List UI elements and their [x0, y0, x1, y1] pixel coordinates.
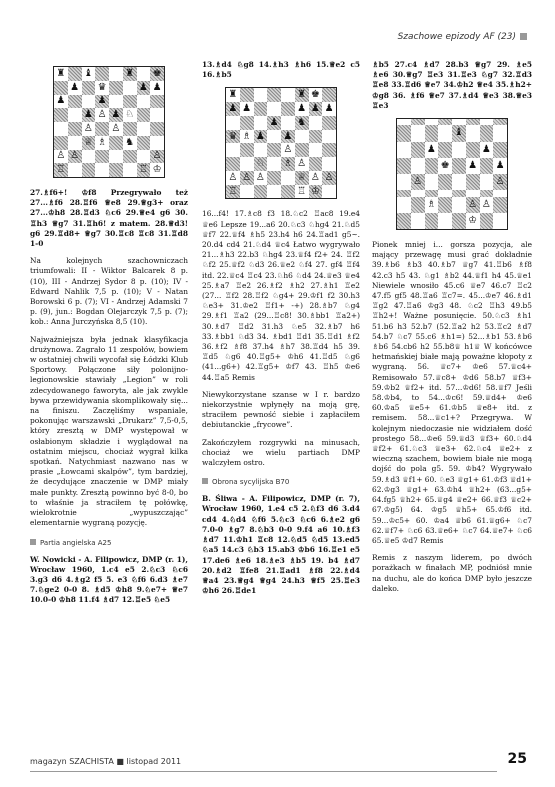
board-square	[322, 143, 336, 157]
board-square	[397, 174, 411, 190]
board-square	[68, 108, 82, 122]
black-rook-icon: ♜	[228, 89, 238, 101]
black-pawn-icon: ♟	[468, 159, 478, 171]
black-pawn-icon: ♟	[111, 109, 121, 121]
board-square	[150, 150, 164, 164]
board-square	[95, 150, 109, 164]
board-square	[137, 67, 151, 81]
white-bishop-icon: ♗	[97, 136, 107, 148]
board-square	[82, 122, 96, 136]
board-square	[438, 142, 452, 158]
board-square	[54, 163, 68, 177]
board-square	[397, 197, 411, 213]
black-pawn-icon: ♟	[242, 103, 252, 115]
board-square	[466, 142, 480, 158]
board-square	[123, 150, 137, 164]
board-square	[254, 116, 268, 130]
board-square	[95, 95, 109, 109]
board-square	[411, 142, 425, 158]
black-pawn-icon: ♟	[426, 143, 436, 155]
board-square	[425, 213, 439, 229]
board-square	[281, 185, 295, 199]
board-square	[322, 157, 336, 171]
white-rook-icon: ♖	[228, 185, 238, 197]
board-square	[95, 163, 109, 177]
board-square	[480, 197, 494, 213]
board-square	[240, 185, 254, 199]
board-square	[493, 142, 507, 158]
black-pawn-icon: ♟	[83, 109, 93, 121]
board-square	[54, 67, 68, 81]
black-pawn-icon: ♟	[70, 81, 80, 93]
board-square	[254, 102, 268, 116]
board-square	[295, 143, 309, 157]
white-pawn-icon: ♙	[152, 150, 162, 162]
white-king-icon: ♔	[310, 185, 320, 197]
black-rook-icon: ♜	[297, 89, 307, 101]
board-square	[493, 213, 507, 229]
board-square	[137, 150, 151, 164]
board-square	[240, 171, 254, 185]
column-3	[372, 60, 532, 601]
board-square	[54, 150, 68, 164]
board-square	[68, 163, 82, 177]
white-queen-icon: ♕	[297, 171, 307, 183]
column-2	[202, 60, 360, 603]
board-square	[425, 158, 439, 174]
board-square	[54, 81, 68, 95]
board-square	[82, 136, 96, 150]
board-square	[452, 142, 466, 158]
board-square	[480, 174, 494, 190]
board-square	[267, 157, 281, 171]
board-square	[309, 102, 323, 116]
board-square	[137, 163, 151, 177]
board-square	[267, 102, 281, 116]
board-square	[411, 197, 425, 213]
white-rook-icon: ♖	[138, 164, 148, 176]
board-square	[254, 130, 268, 144]
board-square	[438, 158, 452, 174]
board-square	[150, 136, 164, 150]
board-square	[137, 122, 151, 136]
board-square	[109, 163, 123, 177]
board-square	[493, 125, 507, 141]
board-square	[226, 171, 240, 185]
board-square	[150, 81, 164, 95]
moves-continuation: 13.♗d4 ♘g8 14.♗h3 ♗h6 15.♕e2 c5 16.♗b5	[202, 60, 360, 80]
board-square	[254, 157, 268, 171]
board-square	[397, 213, 411, 229]
white-bishop-icon: ♗	[426, 198, 436, 210]
white-pawn-icon: ♙	[413, 176, 423, 188]
board-square	[411, 125, 425, 141]
board-square	[150, 95, 164, 109]
board-square	[480, 142, 494, 158]
black-pawn-icon: ♟	[269, 116, 279, 128]
board-square	[452, 125, 466, 141]
board-square	[240, 143, 254, 157]
board-square	[281, 88, 295, 102]
white-knight-icon: ♘	[255, 158, 265, 170]
opening-label: Partia angielska A25	[30, 539, 188, 547]
board-square	[150, 163, 164, 177]
board-square	[309, 143, 323, 157]
white-pawn-icon: ♙	[481, 198, 491, 210]
black-pawn-icon: ♟	[97, 95, 107, 107]
black-rook-icon: ♜	[125, 67, 135, 79]
section-square-icon	[30, 539, 36, 545]
board-square	[82, 108, 96, 122]
white-pawn-icon: ♙	[83, 122, 93, 134]
board-square	[82, 67, 96, 81]
board-square	[322, 130, 336, 144]
white-king-icon: ♔	[468, 214, 478, 226]
moves-continuation: ♗b5 27.c4 ♗d7 28.b3 ♕g7 29. ♗e5 ♗e6 30.♕g7 ♖e3 31.♖e3 ♘g7 32.♖d3 ♖e8 33.♖d6 ♕e7 34.♔h2 ♕e4 35.♗h2+ ♔g8 36. ♗f6 ♕e7 37.♗d4 ♕e3 38.♕e3 ♖e3	[372, 60, 532, 110]
white-pawn-icon: ♙	[310, 171, 320, 183]
black-king-icon: ♚	[152, 67, 162, 79]
white-pawn-icon: ♙	[70, 150, 80, 162]
board-square	[281, 143, 295, 157]
white-pawn-icon: ♙	[324, 171, 334, 183]
black-queen-icon: ♛	[97, 81, 107, 93]
board-square	[226, 116, 240, 130]
board-square	[452, 213, 466, 229]
board-square	[68, 122, 82, 136]
board-square	[226, 102, 240, 116]
board-square	[150, 108, 164, 122]
board-square	[240, 157, 254, 171]
game-header: W. Nowicki - A. Filipowicz, DMP (r. 1), Wrocław 1960, 1.c4 e5 2.♘c3 ♘c6 3.g3 d6 4.♗g2 f5 5. e3 ♘f6 6.d3 ♗e7 7.♘ge2 0-0 8. ♗d5 ♔h8 9.♘e7+ ♕e7 10.0-0 ♔h8 11.f4 ♗d7 12.♖e5 ♘e5	[30, 554, 188, 605]
black-rook-icon: ♜	[56, 67, 66, 79]
board-square	[54, 108, 68, 122]
board-square	[68, 67, 82, 81]
chess-diagram-2	[225, 87, 337, 199]
board-square	[123, 108, 137, 122]
board-square	[295, 171, 309, 185]
black-bishop-icon: ♝	[83, 67, 93, 79]
board-square	[82, 150, 96, 164]
board-square	[123, 122, 137, 136]
board-square	[452, 158, 466, 174]
board-square	[493, 158, 507, 174]
column-1	[30, 60, 188, 613]
board-square	[466, 213, 480, 229]
white-pawn-icon: ♙	[56, 150, 66, 162]
paragraph-finish: Zakończyłem rozgrywki na minusach, chociaż we wielu partiach DMP walczyłem ostro.	[202, 437, 360, 468]
board-square	[309, 185, 323, 199]
white-pawn-icon: ♙	[495, 176, 505, 188]
board-square	[254, 143, 268, 157]
board-square	[411, 174, 425, 190]
board-square	[281, 130, 295, 144]
header-square-icon	[520, 33, 527, 40]
board-square	[452, 174, 466, 190]
game-annotation: Pionek mniej i... gorsza pozycja, ale mający przewagę musi grać dokładnie 39.♗b6 ♗b3 40.♗b7 ♕g7 41.♖b6 ♗f8 42.c3 h5 43. ♘g1 ♗b2 44.♕f1 h4 45.♕e1 Niewiele wnosiło 45.c6 ♕e7 46.c7 ♖c2 47.f5 gf5 48.♖a6 ♖c7=. 45...♔e7 46.♗d1 ♖g2 47.♖a6 ♔g3 48. ♘c2 ♖h3 49.b5 ♖h2+! Ważne posunięcie. 50.♘c3 ♗h1 51.b6 h3 52.b7 (52.♖a2 h2 53.♖c2 ♗d7 54.b7 ♘c7 55.c6 ♗h1=) 52...♗b1 53.♗b6 ♗b6 54.cb6 h2 55.b8♕ h1♕ W końcówce hetmańskiej białe mają poważne kłopoty z wygraną. 56. ♕c7+ ♔e6 57.♕c4+ Remisowało 57.♕c8+ ♔d6 58.b7 ♕f3+ 59.♔b2 ♕f2+ itd. 57...♔d6! 58.♕f7 Jeśli 58.♔b4, to 54...♔c6! 59.♕d4+ ♔e6 60.♔a5 ♕e5+ 61.♔b5 ♕e8+ itd. z remisem. 58...♕c1+? Przegrywa. W kolejnym niedoczasie nie widziałem dość prostego 58...♔e6 59.♕d3 ♕f3+ 60.♘d4 ♕f2+ 61.♘c3 ♕e3+ 62.♘c4 ♕e2+ z wieczną szachem, bowiem białe nie mogą dojść do pola g5. 59. ♔b4? Wygrywało 59.♗d3 ♕f1+ 60. ♘e3 ♕g1+ 61.♔f3 ♕d1+ 62.♔g3 ♕g1+ 63.♔h4 ♕h2+ (63...g5+ 64.fg5 ♕h2+ 65.♕g4 ♕e2+ 66.♕f3 ♕c2+ 67.♔g5) 64. ♔g5 ♕h5+ 65.♔f6 itd. 59...♔c5+ 60. ♔a4 ♕b6 61.♕g6+ ♘c7 62.♕f7+ ♘c6 63.♕e6+ ♘c7 64.♕e7+ ♘c6 65.♕e5 ♔d7 Remis	[372, 240, 532, 545]
board-square	[95, 67, 109, 81]
black-pawn-icon: ♟	[56, 95, 66, 107]
board-square	[137, 108, 151, 122]
board-square	[480, 158, 494, 174]
board-square	[452, 197, 466, 213]
board-square	[54, 136, 68, 150]
footer-rule	[30, 771, 497, 772]
board-square	[281, 116, 295, 130]
board-square	[466, 197, 480, 213]
board-square	[82, 163, 96, 177]
board-square	[267, 171, 281, 185]
game-header: B. Śliwa - A. Filipowicz, DMP (r. 7), Wrocław 1960, 1.e4 c5 2.♘f3 d6 3.d4 cd4 4.♘d4 ♘f6 5.♘c3 ♘c6 6.♗e2 g6 7.0-0 ♗g7 8.♘b3 0-0 9.f4 a6 10.♗f3 ♗d7 11.♔h1 ♖c8 12.♘d5 ♘d5 13.ed5 ♘a5 14.c3 ♘b3 15.ab3 ♔b6 16.♖e1 e5 17.de6 ♗e6 18.♗e3 ♗b5 19. b4 ♗d7 20.♗d2 ♖fe8 21.♖ad1 ♗f8 22.♗d4 ♕a4 23.♕g4 ♕g4 24.h3 ♕f5 25.♖e3 ♔h6 26.♖de1	[202, 494, 360, 596]
board-square	[438, 174, 452, 190]
board-square	[322, 88, 336, 102]
black-knight-icon: ♞	[297, 116, 307, 128]
board-square	[150, 67, 164, 81]
board-square	[295, 185, 309, 199]
black-pawn-icon: ♟	[152, 81, 162, 93]
white-pawn-icon: ♙	[228, 171, 238, 183]
board-square	[254, 185, 268, 199]
board-square	[109, 108, 123, 122]
board-square	[240, 88, 254, 102]
board-square	[123, 136, 137, 150]
board-square	[54, 95, 68, 109]
white-rook-icon: ♖	[297, 185, 307, 197]
white-bishop-icon: ♗	[242, 130, 252, 142]
board-square	[267, 143, 281, 157]
board-square	[95, 122, 109, 136]
black-pawn-icon: ♟	[324, 103, 334, 115]
board-square	[123, 81, 137, 95]
board-square	[109, 136, 123, 150]
board-square	[267, 130, 281, 144]
black-pawn-icon: ♟	[138, 81, 148, 93]
board-square	[295, 130, 309, 144]
white-rook-icon: ♖	[56, 164, 66, 176]
paragraph-missed-chances: Niewykorzystane szanse w I r. bardzo niekorzystnie wpłynęły na moją grę, straciłem pewność siebie i zapłaciłem debiutanckie „frycowe”.	[202, 389, 360, 430]
opening-label: Obrona sycylijska B70	[202, 478, 360, 486]
chess-diagram-3	[396, 118, 508, 230]
board-square	[295, 157, 309, 171]
board-square	[109, 81, 123, 95]
board-square	[68, 95, 82, 109]
black-pawn-icon: ♟	[228, 103, 238, 115]
board-square	[466, 174, 480, 190]
board-square	[411, 158, 425, 174]
board-square	[226, 88, 240, 102]
board-square	[226, 185, 240, 199]
board-square	[82, 81, 96, 95]
board-square	[137, 95, 151, 109]
board-square	[150, 122, 164, 136]
white-pawn-icon: ♙	[242, 171, 252, 183]
board-square	[466, 125, 480, 141]
page-footer	[30, 751, 527, 767]
white-pawn-icon: ♙	[97, 109, 107, 121]
board-square	[397, 125, 411, 141]
black-pawn-icon: ♟	[495, 159, 505, 171]
board-square	[267, 88, 281, 102]
board-square	[68, 136, 82, 150]
board-square	[137, 136, 151, 150]
board-square	[109, 67, 123, 81]
board-square	[95, 108, 109, 122]
board-square	[397, 158, 411, 174]
board-square	[309, 157, 323, 171]
footer-magazine: magazyn SZACHISTA ■ listopad 2011	[30, 757, 182, 766]
board-square	[466, 158, 480, 174]
board-square	[480, 125, 494, 141]
board-square	[267, 185, 281, 199]
black-pawn-icon: ♟	[481, 143, 491, 155]
board-square	[68, 81, 82, 95]
white-pawn-icon: ♙	[255, 171, 265, 183]
white-queen-icon: ♕	[83, 136, 93, 148]
board-square	[82, 95, 96, 109]
board-square	[309, 88, 323, 102]
board-square	[240, 102, 254, 116]
board-square	[295, 88, 309, 102]
chess-diagram-1	[53, 66, 165, 178]
board-square	[95, 81, 109, 95]
board-square	[425, 174, 439, 190]
black-pawn-icon: ♟	[310, 103, 320, 115]
board-square	[493, 174, 507, 190]
paragraph-conclusion: Remis z naszym liderem, po dwóch porażkach w finałach MP, podniósł mnie na duchu, ale do końca DMP było jeszcze daleko.	[372, 553, 532, 593]
board-square	[438, 197, 452, 213]
board-square	[123, 163, 137, 177]
board-square	[411, 213, 425, 229]
board-square	[295, 102, 309, 116]
white-pawn-icon: ♙	[297, 158, 307, 170]
board-square	[226, 130, 240, 144]
board-square	[425, 125, 439, 141]
board-square	[309, 130, 323, 144]
black-king-icon: ♚	[310, 89, 320, 101]
board-square	[54, 122, 68, 136]
black-pawn-icon: ♟	[297, 103, 307, 115]
board-square	[68, 150, 82, 164]
paragraph-results: Na kolejnych szachowniczach triumfowali: II - Wiktor Balcarek 8 p. (10), III - Andrzej Sydor 8 p. (10); IV - Edward Nahlik 7,5 p. (10); V - Natan Borowski 6 p. (7); VI - Andrzej Adamski 7 p. (9), jun.: Bogdan Olejarczyk 7,5 p. (7); kob.: Anna Jurczyńska 8,5 (10).	[30, 256, 188, 327]
white-knight-icon: ♘	[125, 109, 135, 121]
board-square	[95, 136, 109, 150]
board-square	[309, 116, 323, 130]
board-square	[281, 171, 295, 185]
black-bishop-icon: ♝	[454, 127, 464, 139]
board-square	[397, 142, 411, 158]
board-square	[123, 67, 137, 81]
board-square	[281, 102, 295, 116]
game-conclusion: 27.♗f6+! ♔f8 Przegrywało też 27...♗f6 28.♖f6 ♕e8 29.♕g3+ oraz 27...♔h8 28.♖d3 ♘c6 29.♕e4 g6 30. ♖h3 ♕g7 31.♖h6! z matem. 28.♕d3! g6 29.♖d8+ ♕g7 30.♖c8 ♖c8 31.♖d8 1-0	[30, 188, 188, 249]
board-square	[109, 150, 123, 164]
board-square	[322, 102, 336, 116]
paragraph-team: Najważniejsza była jednak klasyfikacja drużynowa. Zagrało 11 zespołów, bowiem w ostatniej chwili wycofał się Łódzki Klub Sportowy. Połączone siły polonijno-legionowskie stawiały „Legion” w roli zdecydowanego faworyta, ale jak zwykle bywa przewidywania skomplikowały się... na finiszu. Zaczęliśmy wspaniale, pokonując warszawski „Drukarz” 7,5-0,5, który zresztą w DMP występował w osłabionym składzie i wyglądował na ostatnim miejscu, chociaż wygrał kilka spotkań. Natychmiast nazwano nas w prasie „Łowcami skalpów”, tym bardziej, że decydujące znaczenie w DMP miały małe punkty. Zresztą powinno być 8-0, bo to właśnie ja straciłem tę połówkę, wielokrotnie „wypuszczając” elementarnie wygraną pozycję.	[30, 334, 188, 528]
white-pawn-icon: ♙	[111, 122, 121, 134]
black-knight-icon: ♞	[125, 136, 135, 148]
black-pawn-icon: ♟	[255, 130, 265, 142]
board-square	[226, 157, 240, 171]
board-square	[438, 213, 452, 229]
black-pawn-icon: ♟	[283, 130, 293, 142]
board-square	[123, 95, 137, 109]
board-square	[267, 116, 281, 130]
section-square-icon	[202, 478, 208, 484]
board-square	[438, 125, 452, 141]
board-square	[493, 197, 507, 213]
white-bishop-icon: ♗	[283, 158, 293, 170]
board-square	[281, 157, 295, 171]
board-square	[254, 171, 268, 185]
board-square	[137, 81, 151, 95]
board-square	[240, 116, 254, 130]
board-square	[226, 143, 240, 157]
black-king-icon: ♚	[440, 159, 450, 171]
black-queen-icon: ♛	[228, 130, 238, 142]
board-square	[425, 197, 439, 213]
page-number: 25	[507, 751, 527, 767]
board-square	[240, 130, 254, 144]
game-annotation: 16...f4! 17.♗c8 f3 18.♘c2 ♖ac8 19.e4 ♕e6 Lepsze 19...a6 20.♘c3 ♘hg4 21.♘d5 ♕f7 22.♕f4 ♗h5 23.h4 h6 24.♖ad1 g5~. 20.d4 cd4 21.♘d4 ♕c4 Łatwo wygrywało 21...♗h3 22.b3 ♘hg4 23.♕f4 f2+ 24. ♖f2 ♘f2 25.♕f2 ♘d3 26.♕e2 ♘f4 27. gf4 ♖f4 itd. 22.♕c4 ♖c4 23.♘h6 ♘d4 24.♕e3 ♕e4 25.♗a7 ♖e2 26.♗f2 ♗h2 27.♗h1 ♖e2 (27... ♖f2 28.♖f2 ♘g4+ 29.♔f1 f2 30.h3 ♘e3+ 31.♔e2 ♖f1+ -+) 28.♗b7 ♘g4 29.♗f1 ♖a2 (29...♖c8! 30.♗bb1 ♖a2+) 30.♗d7 ♖d2 31.h3 ♘e5 32.♗b7 h6 33.♗bb1 ♘d3 34. ♗bd1 ♖d1 35.♖d1 ♗f2 36.♗f2 ♗f8 37.h4 ♗h7 38.♖d4 h5 39. ♖d5 ♘g6 40.♖g5+ ♔h6 41.♖d5 ♘g6 (41...g6+) 42.♖g5+ ♔f7 43. ♖h5 ♔e6 44.♖a5 Remis	[202, 209, 360, 382]
board-square	[309, 171, 323, 185]
running-header: Szachowe epizody AF (23)	[398, 32, 527, 42]
white-king-icon: ♔	[152, 164, 162, 176]
board-square	[322, 185, 336, 199]
board-square	[480, 213, 494, 229]
board-square	[425, 142, 439, 158]
board-square	[254, 88, 268, 102]
board-square	[322, 171, 336, 185]
board-square	[109, 122, 123, 136]
white-pawn-icon: ♙	[283, 144, 293, 156]
board-square	[322, 116, 336, 130]
board-square	[295, 116, 309, 130]
board-square	[109, 95, 123, 109]
white-pawn-icon: ♙	[468, 198, 478, 210]
